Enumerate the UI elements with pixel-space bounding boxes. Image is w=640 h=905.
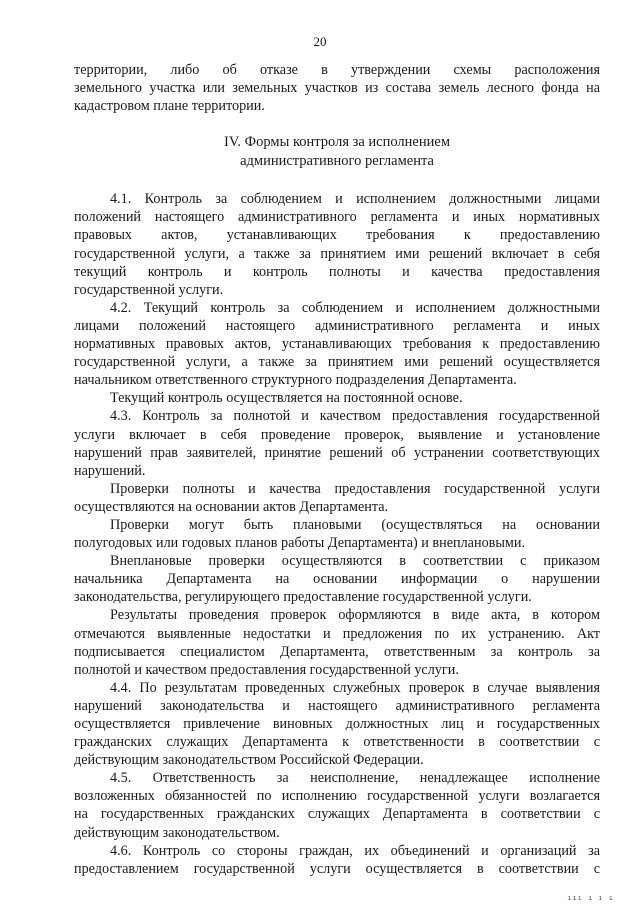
paragraph-line: действующим законодательством Российской Федерации.: [74, 752, 424, 769]
paragraph: [74, 516, 600, 552]
paragraph-line: нарушений прав заявителей, принятие решений об устранении соответствующих: [74, 444, 600, 461]
paragraph-line: Результаты проведения проверок оформляются в виде акта, в котором: [110, 607, 600, 624]
paragraph-line: подписывается специалистом Департамента, ответственным за контроль за: [74, 643, 600, 660]
paragraph-line: 4.3. Контроль за полнотой и качеством предоставления государственной: [110, 408, 600, 425]
paragraph-line: законодательства, регулирующего предоставление государственной услуги.: [74, 589, 532, 606]
paragraph-line: возложенных обязанностей по исполнению государственной услуги возлагается: [74, 788, 600, 805]
section-heading-line-2: административного регламента: [240, 153, 434, 170]
paragraph-line: 4.1. Контроль за соблюдением и исполнением должностными лицами: [110, 191, 600, 208]
paragraph-line: нормативных правовых актов, устанавливающих требования к предоставлению: [74, 336, 600, 353]
paragraph-line: полнотой и качеством предоставления государственной услуги.: [74, 661, 459, 678]
paragraph-line: государственной услуги, а также за принятием ими решений осуществляется: [74, 354, 600, 371]
paragraph: [74, 299, 600, 389]
paragraph-line: положений настоящего административного регламента и иных нормативных: [74, 209, 600, 226]
paragraph: [74, 389, 600, 407]
section-heading-line-1: IV. Формы контроля за исполнением: [224, 134, 450, 151]
paragraph-line: осуществляются на основании актов Департамента.: [74, 498, 389, 515]
paragraph-line: осуществляется привлечение виновных должностных лиц и государственных: [74, 716, 600, 732]
paragraph-line: начальника Департамента на основании информации о нарушении: [74, 571, 600, 588]
paragraph: [74, 842, 600, 878]
paragraph-line: 4.4. По результатам проведенных служебных проверок в случае выявления: [110, 679, 600, 696]
intro-line: кадастровом плане территории.: [74, 98, 265, 115]
paragraph-line: полугодовых или годовых планов работы Департамента) и внеплановыми.: [74, 535, 526, 552]
paragraph-line: 4.6. Контроль со стороны граждан, их объединений и организаций за: [110, 842, 600, 859]
paragraph-line: начальником ответственного структурного подразделения Департамента.: [74, 372, 517, 389]
paragraph-line: гражданских служащих Департамента к ответственности в соответствии с: [74, 734, 600, 751]
paragraph-line: услуги включает в себя проведение проверок, выявление и установление: [74, 426, 600, 443]
paragraph-line: предоставлением государственной услуги осуществляется в соответствии с: [74, 860, 600, 877]
section-heading: [74, 133, 600, 171]
paragraph-line: лицами положений настоящего административного регламента и иных: [74, 317, 600, 334]
paragraph-line: Внеплановые проверки осуществляются в соответствии с приказом: [110, 553, 600, 570]
paragraph: [74, 552, 600, 606]
paragraph-line: государственной услуги.: [74, 281, 224, 298]
paragraph-line: 4.2. Текущий контроль за соблюдением и исполнением должностными: [110, 299, 600, 316]
intro-line: территории, либо об отказе в утверждении схемы расположения: [74, 62, 600, 78]
paragraph-line: государственной услуги, а также за принятием ими решений включает в себя: [74, 245, 600, 262]
paragraph-line: Проверки могут быть плановыми (осуществляться на основании: [110, 516, 600, 533]
paragraph: [74, 480, 600, 516]
document-body: [74, 61, 600, 878]
paragraph-line: правовых актов, устанавливающих требования к предоставлению: [74, 227, 600, 244]
paragraph-line: нарушений законодательства и настоящего административного регламента: [74, 697, 600, 714]
paragraph: [74, 769, 600, 841]
intro-line: земельного участка или земельных участков из состава земель лесного фонда на: [74, 80, 600, 97]
paragraph-line: Проверки полноты и качества предоставления государственной услуги: [110, 480, 600, 497]
paragraph-line: нарушений.: [74, 462, 146, 479]
paragraph-line: отмечаются выявленные недостатки и предложения по их устранению. Акт: [74, 625, 600, 642]
intro-text: [74, 61, 600, 115]
paragraph: [74, 606, 600, 678]
paragraph-line: Текущий контроль осуществляется на постоянной основе.: [110, 390, 463, 407]
page-number: 20: [313, 34, 327, 49]
paragraph: [74, 190, 600, 299]
paragraph: [74, 407, 600, 479]
section-paragraphs: [74, 190, 600, 878]
scan-marks: ııı ı ı ı: [567, 895, 614, 903]
paragraph-line: действующим законодательством.: [74, 824, 280, 841]
paragraph-line: текущий контроль и контроль полноты и качества предоставления: [74, 263, 600, 280]
paragraph-line: 4.5. Ответственность за неисполнение, ненадлежащее исполнение: [110, 770, 600, 787]
paragraph: [74, 679, 600, 769]
paragraph-line: на государственных гражданских служащих Департамента в соответствии с: [74, 806, 600, 823]
